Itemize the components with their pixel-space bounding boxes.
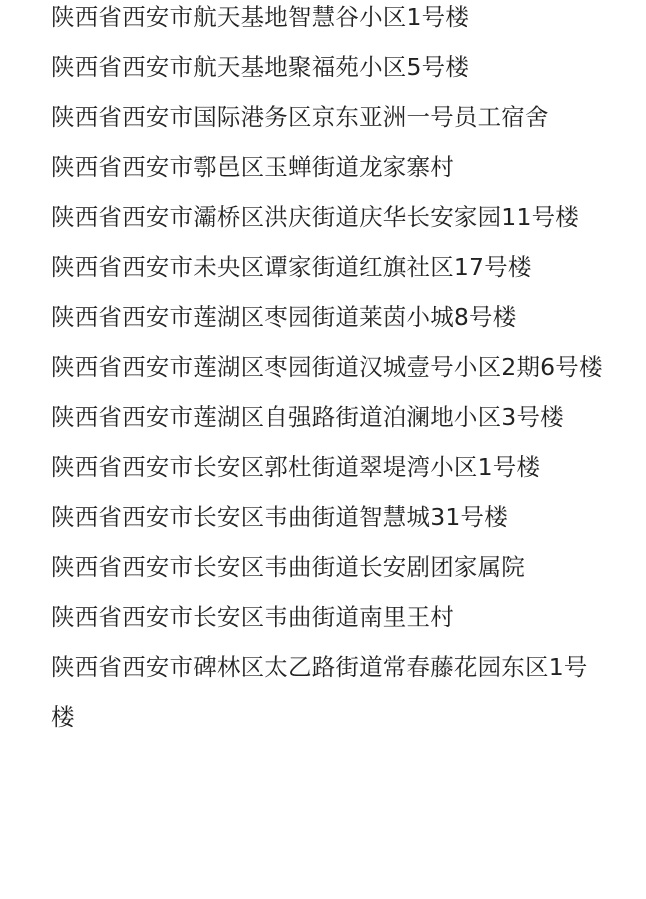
address-line: 陕西省西安市未央区谭家街道红旗社区17号楼	[51, 253, 532, 281]
address-line: 陕西省西安市航天基地智慧谷小区1号楼	[51, 3, 470, 31]
address-line: 陕西省西安市莲湖区枣园街道汉城壹号小区2期6号楼	[51, 353, 603, 381]
address-line: 陕西省西安市航天基地聚福苑小区5号楼	[51, 53, 470, 81]
address-line: 陕西省西安市国际港务区京东亚洲一号员工宿舍	[51, 103, 549, 131]
address-line: 陕西省西安市长安区郭杜街道翠堤湾小区1号楼	[51, 453, 541, 481]
address-line: 陕西省西安市莲湖区枣园街道莱茵小城8号楼	[51, 303, 517, 331]
address-line: 陕西省西安市碑林区太乙路街道常春藤花园东区1号楼	[51, 653, 588, 731]
address-line: 陕西省西安市长安区韦曲街道长安剧团家属院	[51, 553, 525, 581]
address-line: 陕西省西安市莲湖区自强路街道泊澜地小区3号楼	[51, 403, 564, 431]
address-line: 陕西省西安市鄠邑区玉蝉街道龙家寨村	[51, 153, 454, 181]
address-line: 陕西省西安市长安区韦曲街道南里王村	[51, 603, 454, 631]
address-line: 陕西省西安市长安区韦曲街道智慧城31号楼	[51, 503, 508, 531]
address-line: 陕西省西安市灞桥区洪庆街道庆华长安家园11号楼	[51, 203, 580, 231]
address-list	[51, 0, 611, 742]
